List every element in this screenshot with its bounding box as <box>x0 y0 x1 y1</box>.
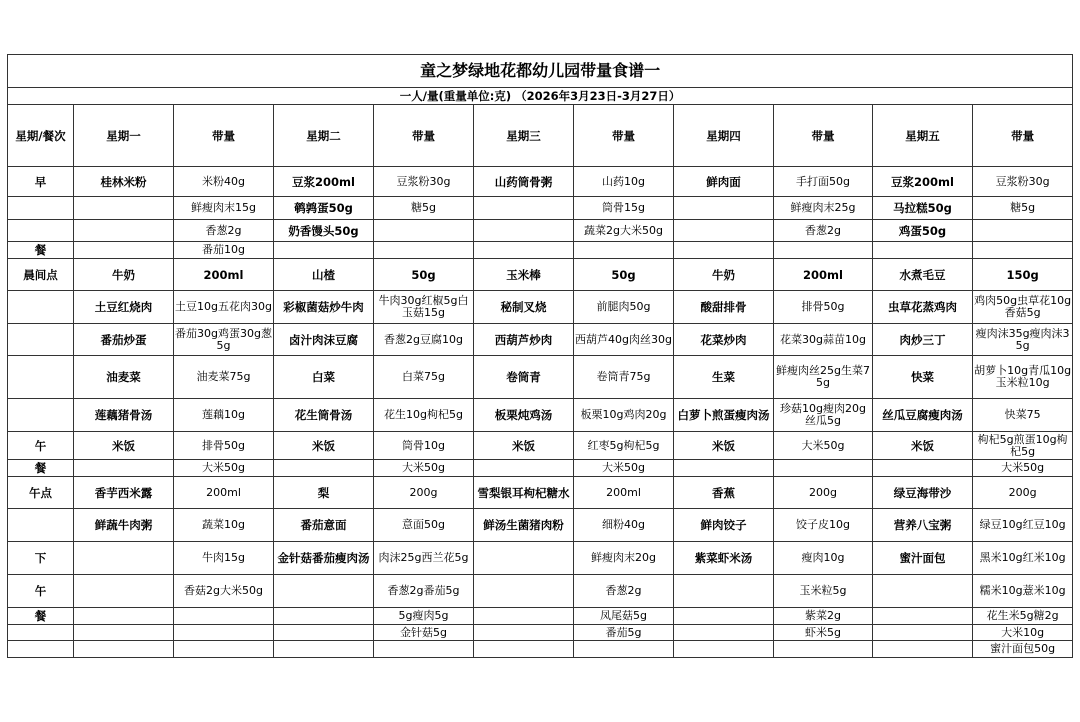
dish-cell: 西葫芦炒肉 <box>474 324 574 356</box>
page-subtitle: 一人/量(重量单位:克) （2026年3月23日-3月27日） <box>8 88 1073 105</box>
dish-cell <box>674 197 774 220</box>
dish-cell <box>74 625 174 641</box>
quantity-cell: 200g <box>774 477 873 509</box>
dish-cell <box>674 460 774 477</box>
quantity-cell: 200ml <box>174 259 274 291</box>
quantity-cell: 山药10g <box>574 167 674 197</box>
dish-cell: 山楂 <box>274 259 374 291</box>
dish-cell <box>74 197 174 220</box>
header-cell: 带量 <box>774 105 873 167</box>
quantity-cell: 鲜瘦肉末20g <box>574 542 674 575</box>
quantity-cell: 凤尾菇5g <box>574 608 674 625</box>
table-row <box>8 324 1073 356</box>
quantity-cell: 筒骨15g <box>574 197 674 220</box>
dish-cell: 绿豆海带沙 <box>873 477 973 509</box>
quantity-cell: 牛肉15g <box>174 542 274 575</box>
header-row <box>8 105 1073 167</box>
quantity-cell: 香葱2g豆腐10g <box>374 324 474 356</box>
quantity-cell: 5g瘦肉5g <box>374 608 474 625</box>
quantity-cell: 卷筒青75g <box>574 356 674 399</box>
dish-cell: 白萝卜煎蛋瘦肉汤 <box>674 399 774 432</box>
header-cell: 带量 <box>174 105 274 167</box>
quantity-cell: 豆浆粉30g <box>374 167 474 197</box>
quantity-cell: 排骨50g <box>774 291 873 324</box>
header-cell: 星期二 <box>274 105 374 167</box>
quantity-cell: 虾米5g <box>774 625 873 641</box>
meal-label-cell <box>8 356 74 399</box>
quantity-cell: 大米50g <box>973 460 1073 477</box>
quantity-cell: 板栗10g鸡肉20g <box>574 399 674 432</box>
dish-cell: 水煮毛豆 <box>873 259 973 291</box>
meal-label-cell <box>8 399 74 432</box>
header-cell: 星期三 <box>474 105 574 167</box>
quantity-cell: 土豆10g五花肉30g <box>174 291 274 324</box>
meal-label-cell: 午 <box>8 432 74 460</box>
dish-cell: 花生筒骨汤 <box>274 399 374 432</box>
meal-label-cell <box>8 641 74 658</box>
dish-cell <box>873 575 973 608</box>
quantity-cell: 鸡肉50g虫草花10g香菇5g <box>973 291 1073 324</box>
dish-cell: 生菜 <box>674 356 774 399</box>
meal-label-cell: 下 <box>8 542 74 575</box>
quantity-cell: 饺子皮10g <box>774 509 873 542</box>
dish-cell <box>674 575 774 608</box>
meal-plan-table <box>7 54 1073 658</box>
dish-cell <box>74 575 174 608</box>
quantity-cell: 瘦肉沫35g瘦肉沫35g <box>973 324 1073 356</box>
quantity-cell: 枸杞5g煎蛋10g枸杞5g <box>973 432 1073 460</box>
quantity-cell: 红枣5g枸杞5g <box>574 432 674 460</box>
dish-cell: 鲜蔬牛肉粥 <box>74 509 174 542</box>
quantity-cell: 香菇2g大米50g <box>174 575 274 608</box>
meal-label-cell: 午点 <box>8 477 74 509</box>
dish-cell: 桂林米粉 <box>74 167 174 197</box>
dish-cell: 莲藕猪骨汤 <box>74 399 174 432</box>
dish-cell: 板栗炖鸡汤 <box>474 399 574 432</box>
quantity-cell <box>374 220 474 242</box>
quantity-cell: 米粉40g <box>174 167 274 197</box>
dish-cell: 酸甜排骨 <box>674 291 774 324</box>
meal-label-cell: 餐 <box>8 608 74 625</box>
dish-cell: 米饭 <box>873 432 973 460</box>
quantity-cell: 鲜瘦肉丝25g生菜75g <box>774 356 873 399</box>
table-row <box>8 641 1073 658</box>
dish-cell <box>873 242 973 259</box>
quantity-cell: 150g <box>973 259 1073 291</box>
quantity-cell: 珍菇10g瘦肉20g丝瓜5g <box>774 399 873 432</box>
quantity-cell: 鲜瘦肉末25g <box>774 197 873 220</box>
dish-cell <box>74 220 174 242</box>
dish-cell: 快菜 <box>873 356 973 399</box>
quantity-cell: 排骨50g <box>174 432 274 460</box>
table-row <box>8 399 1073 432</box>
table-row <box>8 575 1073 608</box>
table-row <box>8 167 1073 197</box>
quantity-cell: 蔬菜10g <box>174 509 274 542</box>
quantity-cell: 西葫芦40g肉丝30g <box>574 324 674 356</box>
quantity-cell: 莲藕10g <box>174 399 274 432</box>
quantity-cell <box>973 220 1073 242</box>
quantity-cell: 200g <box>374 477 474 509</box>
table-row <box>8 242 1073 259</box>
quantity-cell: 花生米5g糖2g <box>973 608 1073 625</box>
dish-cell <box>474 641 574 658</box>
quantity-cell: 糖5g <box>374 197 474 220</box>
meal-label-cell <box>8 220 74 242</box>
meal-label-cell <box>8 197 74 220</box>
dish-cell: 香蕉 <box>674 477 774 509</box>
dish-cell: 鹌鹑蛋50g <box>274 197 374 220</box>
dish-cell: 鸡蛋50g <box>873 220 973 242</box>
quantity-cell <box>574 242 674 259</box>
quantity-cell: 花菜30g蒜苗10g <box>774 324 873 356</box>
dish-cell <box>274 575 374 608</box>
table-row <box>8 625 1073 641</box>
title-row <box>8 55 1073 88</box>
quantity-cell: 豆浆粉30g <box>973 167 1073 197</box>
quantity-cell: 瘦肉10g <box>774 542 873 575</box>
dish-cell <box>674 608 774 625</box>
meal-label-cell: 餐 <box>8 242 74 259</box>
table-row <box>8 477 1073 509</box>
quantity-cell: 200ml <box>774 259 873 291</box>
quantity-cell: 绿豆10g红豆10g <box>973 509 1073 542</box>
dish-cell: 鲜肉面 <box>674 167 774 197</box>
meal-label-cell <box>8 625 74 641</box>
dish-cell: 油麦菜 <box>74 356 174 399</box>
quantity-cell: 糯米10g薏米10g <box>973 575 1073 608</box>
dish-cell: 米饭 <box>474 432 574 460</box>
quantity-cell: 意面50g <box>374 509 474 542</box>
subtitle-row <box>8 88 1073 105</box>
quantity-cell: 快菜75 <box>973 399 1073 432</box>
dish-cell: 金针菇番茄瘦肉汤 <box>274 542 374 575</box>
meal-label-cell: 餐 <box>8 460 74 477</box>
header-cell: 带量 <box>973 105 1073 167</box>
dish-cell: 米饭 <box>674 432 774 460</box>
dish-cell: 番茄炒蛋 <box>74 324 174 356</box>
dish-cell <box>74 460 174 477</box>
header-cell: 带量 <box>374 105 474 167</box>
quantity-cell: 香葱2g番茄5g <box>374 575 474 608</box>
dish-cell: 白菜 <box>274 356 374 399</box>
dish-cell: 梨 <box>274 477 374 509</box>
quantity-cell: 200ml <box>174 477 274 509</box>
quantity-cell: 胡萝卜10g青瓜10g玉米粒10g <box>973 356 1073 399</box>
dish-cell <box>274 608 374 625</box>
quantity-cell <box>973 242 1073 259</box>
dish-cell: 豆浆200ml <box>873 167 973 197</box>
quantity-cell: 香葱2g <box>574 575 674 608</box>
dish-cell <box>74 641 174 658</box>
dish-cell <box>474 242 574 259</box>
quantity-cell: 鲜瘦肉末15g <box>174 197 274 220</box>
meal-label-cell: 早 <box>8 167 74 197</box>
meal-label-cell <box>8 324 74 356</box>
dish-cell: 玉米棒 <box>474 259 574 291</box>
dish-cell: 花菜炒肉 <box>674 324 774 356</box>
table-row <box>8 432 1073 460</box>
table-row <box>8 291 1073 324</box>
quantity-cell: 筒骨10g <box>374 432 474 460</box>
dish-cell <box>274 641 374 658</box>
dish-cell: 紫菜虾米汤 <box>674 542 774 575</box>
quantity-cell: 番茄10g <box>174 242 274 259</box>
dish-cell <box>674 625 774 641</box>
dish-cell <box>873 608 973 625</box>
quantity-cell: 200g <box>973 477 1073 509</box>
quantity-cell: 大米50g <box>774 432 873 460</box>
dish-cell: 雪梨银耳枸杞糖水 <box>474 477 574 509</box>
quantity-cell <box>174 625 274 641</box>
dish-cell: 马拉糕50g <box>873 197 973 220</box>
dish-cell: 彩椒菌菇炒牛肉 <box>274 291 374 324</box>
dish-cell <box>74 242 174 259</box>
dish-cell <box>873 460 973 477</box>
quantity-cell <box>374 641 474 658</box>
table-row <box>8 542 1073 575</box>
quantity-cell: 大米50g <box>174 460 274 477</box>
quantity-cell <box>174 641 274 658</box>
quantity-cell: 金针菇5g <box>374 625 474 641</box>
dish-cell: 米饭 <box>274 432 374 460</box>
quantity-cell: 番茄5g <box>574 625 674 641</box>
dish-cell <box>674 641 774 658</box>
dish-cell: 丝瓜豆腐瘦肉汤 <box>873 399 973 432</box>
quantity-cell <box>374 242 474 259</box>
dish-cell: 土豆红烧肉 <box>74 291 174 324</box>
quantity-cell: 香葱2g <box>774 220 873 242</box>
table-row <box>8 509 1073 542</box>
dish-cell: 卤汁肉沫豆腐 <box>274 324 374 356</box>
dish-cell <box>873 641 973 658</box>
meal-label-cell <box>8 291 74 324</box>
dish-cell: 蜜汁面包 <box>873 542 973 575</box>
dish-cell: 鲜汤生菌猪肉粉 <box>474 509 574 542</box>
quantity-cell: 大米50g <box>574 460 674 477</box>
dish-cell <box>474 608 574 625</box>
dish-cell <box>474 460 574 477</box>
header-cell: 星期五 <box>873 105 973 167</box>
dish-cell <box>474 220 574 242</box>
dish-cell <box>873 625 973 641</box>
quantity-cell: 白菜75g <box>374 356 474 399</box>
dish-cell: 秘制叉烧 <box>474 291 574 324</box>
quantity-cell: 番茄30g鸡蛋30g葱5g <box>174 324 274 356</box>
meal-label-cell: 午 <box>8 575 74 608</box>
quantity-cell: 200ml <box>574 477 674 509</box>
quantity-cell: 前腿肉50g <box>574 291 674 324</box>
quantity-cell: 糖5g <box>973 197 1073 220</box>
dish-cell <box>274 242 374 259</box>
dish-cell <box>474 542 574 575</box>
table-row <box>8 356 1073 399</box>
quantity-cell: 大米50g <box>374 460 474 477</box>
quantity-cell: 手打面50g <box>774 167 873 197</box>
quantity-cell: 大米10g <box>973 625 1073 641</box>
quantity-cell: 牛肉30g红椒5g白玉菇15g <box>374 291 474 324</box>
quantity-cell: 紫菜2g <box>774 608 873 625</box>
dish-cell: 牛奶 <box>674 259 774 291</box>
dish-cell: 豆浆200ml <box>274 167 374 197</box>
meal-label-cell: 晨间点 <box>8 259 74 291</box>
dish-cell: 鲜肉饺子 <box>674 509 774 542</box>
dish-cell: 肉炒三丁 <box>873 324 973 356</box>
table-row <box>8 460 1073 477</box>
dish-cell: 营养八宝粥 <box>873 509 973 542</box>
quantity-cell: 蔬菜2g大米50g <box>574 220 674 242</box>
quantity-cell: 黑米10g红米10g <box>973 542 1073 575</box>
header-cell: 星期/餐次 <box>8 105 74 167</box>
quantity-cell: 花生10g枸杞5g <box>374 399 474 432</box>
quantity-cell: 香葱2g <box>174 220 274 242</box>
quantity-cell <box>574 641 674 658</box>
dish-cell <box>474 625 574 641</box>
dish-cell <box>674 242 774 259</box>
quantity-cell: 蜜汁面包50g <box>973 641 1073 658</box>
quantity-cell: 50g <box>574 259 674 291</box>
dish-cell: 番茄意面 <box>274 509 374 542</box>
table-row <box>8 259 1073 291</box>
dish-cell <box>474 197 574 220</box>
dish-cell <box>74 608 174 625</box>
dish-cell <box>274 625 374 641</box>
quantity-cell <box>774 242 873 259</box>
dish-cell: 香芋西米露 <box>74 477 174 509</box>
header-cell: 星期四 <box>674 105 774 167</box>
table-row <box>8 197 1073 220</box>
quantity-cell <box>174 608 274 625</box>
quantity-cell: 50g <box>374 259 474 291</box>
quantity-cell <box>774 641 873 658</box>
dish-cell: 奶香馒头50g <box>274 220 374 242</box>
page-title: 童之梦绿地花都幼儿园带量食谱一 <box>8 55 1073 88</box>
quantity-cell: 玉米粒5g <box>774 575 873 608</box>
dish-cell: 卷筒青 <box>474 356 574 399</box>
header-cell: 星期一 <box>74 105 174 167</box>
dish-cell: 虫草花蒸鸡肉 <box>873 291 973 324</box>
quantity-cell <box>774 460 873 477</box>
dish-cell: 牛奶 <box>74 259 174 291</box>
header-cell: 带量 <box>574 105 674 167</box>
dish-cell <box>74 542 174 575</box>
dish-cell <box>474 575 574 608</box>
dish-cell: 山药筒骨粥 <box>474 167 574 197</box>
quantity-cell: 细粉40g <box>574 509 674 542</box>
quantity-cell: 肉沫25g西兰花5g <box>374 542 474 575</box>
table-row <box>8 608 1073 625</box>
meal-label-cell <box>8 509 74 542</box>
dish-cell: 米饭 <box>74 432 174 460</box>
dish-cell <box>674 220 774 242</box>
table-row <box>8 220 1073 242</box>
dish-cell <box>274 460 374 477</box>
quantity-cell: 油麦菜75g <box>174 356 274 399</box>
